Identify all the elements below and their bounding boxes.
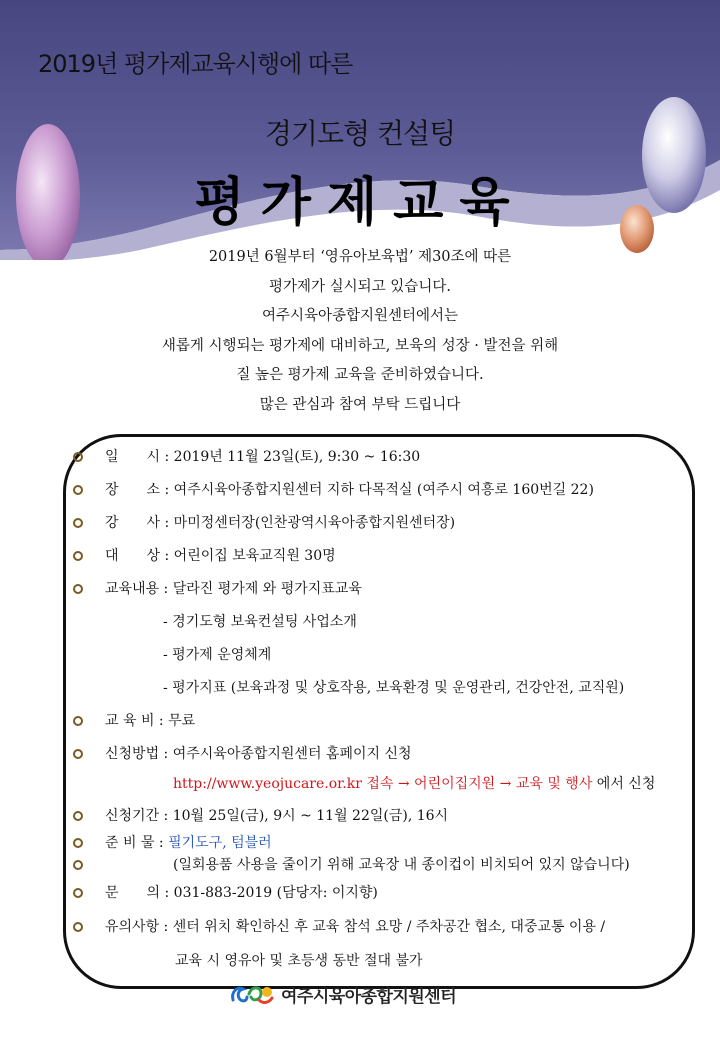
bullet-icon [73, 838, 83, 848]
lecturer-value: 마미정센터장(인찬광역시육아종합지원센터장) [173, 515, 456, 531]
bullet-icon [73, 716, 83, 726]
target-value: 어린이집 보육교직원 30명 [173, 548, 336, 564]
intro-line: 질 높은 평가제 교육을 준비하였습니다. [236, 367, 484, 384]
bullet-icon [73, 518, 83, 528]
place-label: 장 소 : [105, 482, 170, 498]
content-subitem: - 평가지표 (보육과정 및 상호작용, 보육환경 및 운영관리, 건강안전, 교직원) [163, 680, 625, 696]
apply-link-line [173, 775, 655, 793]
content-label: 교육내용 : [105, 581, 169, 597]
notice-label: 유의사항 : [105, 919, 169, 935]
center-logo-icon [229, 980, 275, 1008]
bullet-icon [73, 584, 83, 594]
contact-value: 031-883-2019 (담당자: 이지향) [173, 885, 378, 901]
period-value: 10월 25일(금), 9시 ~ 11월 22일(금), 16시 [172, 808, 449, 824]
apply-link-suffix: 에서 신청 [592, 776, 656, 792]
apply-label: 신청방법 : [105, 746, 169, 762]
fee-label: 교 육 비 : [105, 713, 164, 729]
content-subitem: - 경기도형 보육컨설팅 사업소개 [163, 614, 357, 630]
notice-value: 센터 위치 확인하신 후 교육 참석 요망 / 주차공간 협소, 대중교통 이용 / [172, 919, 606, 935]
prepare-value: 필기도구, 텀블러 [168, 835, 272, 851]
sub-title: 경기도형 컨설팅 [264, 117, 456, 150]
intro-line: 평가제가 실시되고 있습니다. [269, 278, 451, 295]
period-label: 신청기간 : [105, 808, 169, 824]
content-subitem: - 평가제 운영체계 [163, 647, 272, 663]
intro-line: 2019년 6월부터 ‘영유아보육법’ 제30조에 따른 [208, 249, 512, 265]
bullet-icon [73, 749, 83, 759]
date-label: 일 시 : [105, 449, 170, 465]
homepage-link[interactable]: http://www.yeojucare.or.kr 접속 → 어린이집지원 → 교육 및 행사 [173, 776, 593, 792]
lecturer-label: 강 사 : [105, 515, 170, 531]
bullet-icon [73, 888, 83, 898]
footer [229, 979, 456, 1009]
bullet-icon [73, 551, 83, 561]
notice-line2: 교육 시 영유아 및 초등생 동반 절대 불가 [175, 953, 423, 969]
top-title: 2019년 평가제교육시행에 따른 [38, 50, 353, 78]
prepare-note: (일회용품 사용을 줄이기 위해 교육장 내 종이컵이 비치되어 있지 않습니다) [173, 857, 630, 873]
bullet-icon [73, 811, 83, 821]
content-value: 달라진 평가제 와 평가지표교육 [172, 581, 362, 597]
org-name: 여주시육아종합지원센터 [281, 986, 457, 1007]
contact-label: 문 의 : [105, 885, 170, 901]
fee-value: 무료 [168, 713, 196, 729]
target-label: 대 상 : [105, 548, 170, 564]
bullet-icon [73, 452, 83, 462]
place-value: 여주시육아종합지원센터 지하 다목적실 (여주시 여흥로 160번길 22) [173, 482, 594, 498]
intro-line: 많은 관심과 참여 부탁 드립니다 [259, 396, 461, 413]
intro-line: 여주시육아종합지원센터에서는 [261, 308, 459, 325]
intro-paragraph [0, 243, 720, 421]
bullet-icon [73, 922, 83, 932]
main-title: 평가제교육 [194, 173, 526, 233]
bullet-icon [73, 860, 83, 870]
intro-line: 새롭게 시행되는 평가제에 대비하고, 보육의 성장 · 발전을 위해 [161, 337, 559, 354]
date-value: 2019년 11월 23일(토), 9:30 ~ 16:30 [173, 449, 421, 465]
bullet-icon [73, 485, 83, 495]
apply-value: 여주시육아종합지원센터 홈페이지 신청 [172, 746, 412, 762]
prepare-label: 준 비 물 : [105, 835, 164, 851]
